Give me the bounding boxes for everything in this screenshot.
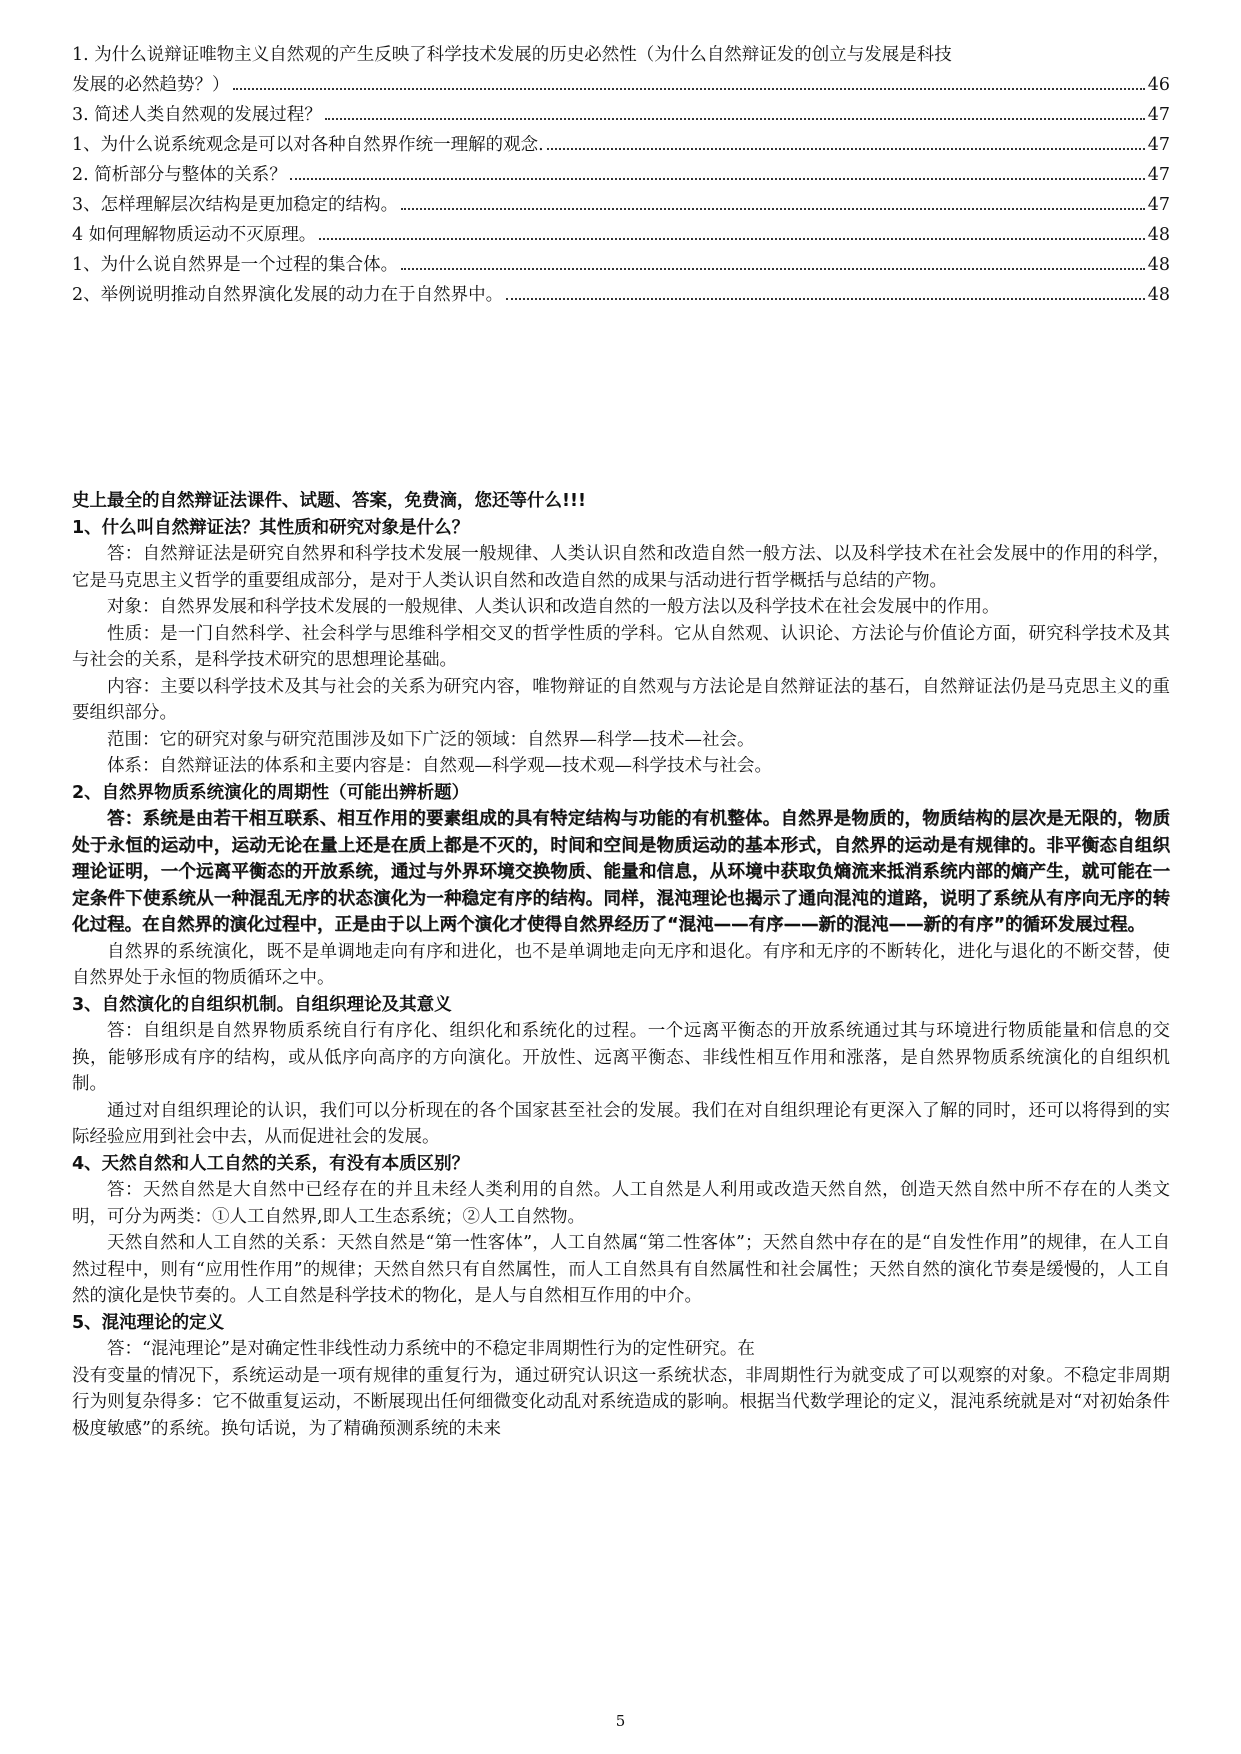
- section-heading: 4、天然自然和人工自然的关系，有没有本质区别？: [72, 1153, 470, 1174]
- toc-entry[interactable]: [72, 190, 1170, 220]
- answer-paragraph: 范围：它的研究对象与研究范围涉及如下广泛的领域：自然界—科学—技术—社会。: [107, 729, 755, 750]
- answer-paragraph: 通过对自组织理论的认识，我们可以分析现在的各个国家甚至社会的发展。我们在对自组织理论有更深入了解的同时，还可以将得到的实际经验应用到社会中去，从而促进社会的发展。: [72, 1100, 1170, 1147]
- toc-entry-title: 1、为什么说系统观念是可以对各种自然界作统一理解的观念.: [72, 135, 544, 155]
- section-heading: 1、什么叫自然辩证法？其性质和研究对象是什么？: [72, 517, 470, 538]
- answer-paragraph: 没有变量的情况下，系统运动是一项有规律的重复行为，通过研究认识这一系统状态，非周期性行为就变成了可以观察的对象。不稳定非周期行为则复杂得多：它不做重复运动，不断展现出任何细微变化动乱对系统造成的影响。根据当代数学理论的定义，混沌系统就是对“对初始条件极度敏感”的系统。换句话说，为了精确预测系统的未来: [72, 1365, 1170, 1439]
- section-heading: 2、自然界物质系统演化的周期性（可能出辨析题）: [72, 782, 470, 803]
- toc-leader-dots: [401, 268, 1145, 270]
- toc-entry[interactable]: [72, 250, 1170, 280]
- toc-page-number: 47: [1147, 105, 1170, 125]
- toc-page-number: 47: [1147, 195, 1170, 215]
- toc-entry-title: 3. 简述人类自然观的发展过程？: [72, 105, 322, 125]
- section-heading: 5、混沌理论的定义: [72, 1312, 225, 1333]
- toc-page-number: 48: [1147, 285, 1170, 305]
- qa-section: [72, 780, 1170, 992]
- qa-section: [72, 1310, 1170, 1443]
- answer-paragraph: 答：自组织是自然界物质系统自行有序化、组织化和系统化的过程。一个远离平衡态的开放系统通过其与环境进行物质能量和信息的交换，能够形成有序的结构，或从低序向高序的方向演化。开放性、远离平衡态、非线性相互作用和涨落，是自然界物质系统演化的自组织机制。: [72, 1021, 1170, 1094]
- toc-entry[interactable]: [72, 40, 1170, 100]
- page-number: 5: [615, 1712, 626, 1730]
- toc-leader-dots: [401, 208, 1145, 210]
- qa-section: [72, 1151, 1170, 1310]
- answer-paragraph: 体系：自然辩证法的体系和主要内容是：自然观—科学观—技术观—科学技术与社会。: [107, 756, 772, 776]
- qa-section: [72, 992, 1170, 1151]
- answer-paragraph: 自然界的系统演化，既不是单调地走向有序和进化，也不是单调地走向无序和退化。有序和无序的不断转化，进化与退化的不断交替，使自然界处于永恒的物质循环之中。: [72, 941, 1170, 988]
- answer-paragraph: 答：“混沌理论”是对确定性非线性动力系统中的不稳定非周期性行为的定性研究。在: [107, 1339, 755, 1359]
- toc-entry-line: 1. 为什么说辩证唯物主义自然观的产生反映了科学技术发展的历史必然性（为什么自然辩证发的创立与发展是科技: [72, 45, 952, 65]
- qa-section: [72, 515, 1170, 780]
- toc-entry[interactable]: [72, 220, 1170, 250]
- toc-leader-dots: [547, 148, 1145, 150]
- answer-paragraph: 天然自然和人工自然的关系：天然自然是“第一性客体”，人工自然属“第二性客体”；天然自然中存在的是“自发性作用”的规律，在人工自然过程中，则有“应用性作用”的规律；天然自然只有自然属性，而人工自然具有自然属性和社会属性；天然自然的演化节奏是缓慢的，人工自然的演化是快节奏的。人工自然是科学技术的物化，是人与自然相互作用的中介。: [72, 1233, 1170, 1306]
- sections: [72, 515, 1170, 1443]
- section-heading: 3、自然演化的自组织机制。自组织理论及其意义: [72, 994, 452, 1015]
- toc-page-number: 48: [1147, 255, 1170, 275]
- toc-entry-title: 发展的必然趋势？）: [72, 75, 230, 95]
- toc-page-number: 46: [1147, 75, 1170, 95]
- toc-entry[interactable]: [72, 160, 1170, 190]
- toc-entry-title: 3、怎样理解层次结构是更加稳定的结构。: [72, 195, 399, 215]
- toc-entry-title: 1、为什么说自然界是一个过程的集合体。: [72, 255, 399, 275]
- toc-entry[interactable]: [72, 130, 1170, 160]
- toc-entry[interactable]: [72, 280, 1170, 310]
- toc-page-number: 47: [1147, 165, 1170, 185]
- answer-paragraph: 对象：自然界发展和科学技术发展的一般规律、人类认识和改造自然的一般方法以及科学技术在社会发展中的作用。: [107, 597, 1000, 617]
- toc-entry-title: 2. 简析部分与整体的关系？: [72, 165, 287, 185]
- answer-paragraph: 内容：主要以科学技术及其与社会的关系为研究内容，唯物辩证的自然观与方法论是自然辩证法的基石，自然辩证法仍是马克思主义的重要组织部分。: [72, 676, 1170, 723]
- document-page: [72, 40, 1170, 1730]
- main-title: 史上最全的自然辩证法课件、试题、答案，免费滴，您还等什么!!!: [72, 491, 586, 511]
- toc-leader-dots: [506, 298, 1145, 300]
- document-body: [72, 488, 1170, 1442]
- answer-paragraph: 答：天然自然是大自然中已经存在的并且未经人类利用的自然。人工自然是人利用或改造天然自然，创造天然自然中所不存在的人类文明，可分为两类：①人工自然界,即人工生态系统；②人工自然物。: [72, 1180, 1170, 1227]
- answer-paragraph: 答：自然辩证法是研究自然界和科学技术发展一般规律、人类认识自然和改造自然一般方法、以及科学技术在社会发展中的作用的科学，它是马克思主义哲学的重要组成部分，是对于人类认识自然和改造自然的成果与活动进行哲学概括与总结的产物。: [72, 544, 1170, 591]
- toc-leader-dots: [319, 238, 1145, 240]
- toc-leader-dots: [325, 118, 1145, 120]
- answer-paragraph: 答：系统是由若干相互联系、相互作用的要素组成的具有特定结构与功能的有机整体。自然界是物质的，物质结构的层次是无限的，物质处于永恒的运动中，运动无论在量上还是在质上都是不灭的，时间和空间是物质运动的基本形式，自然界的运动是有规律的。非平衡态自组织理论证明，一个远离平衡态的开放系统，通过与外界环境交换物质、能量和信息，从环境中获取负熵流来抵消系统内部的熵产生，就可能在一定条件下使系统从一种混乱无序的状态演化为一种稳定有序的结构。同样，混沌理论也揭示了通向混沌的道路，说明了系统从有序向无序的转化过程。在自然界的演化过程中，正是由于以上两个演化才使得自然界经历了“混沌——有序——新的混沌——新的有序”的循环发展过程。: [72, 809, 1170, 935]
- toc-leader-dots: [233, 88, 1145, 90]
- toc-page-number: 48: [1147, 225, 1170, 245]
- table-of-contents: [72, 40, 1170, 310]
- toc-leader-dots: [290, 178, 1145, 180]
- toc-entry-title: 2、举例说明推动自然界演化发展的动力在于自然界中。: [72, 285, 504, 305]
- answer-paragraph: 性质：是一门自然科学、社会科学与思维科学相交叉的哲学性质的学科。它从自然观、认识论、方法论与价值论方面，研究科学技术及其与社会的关系，是科学技术研究的思想理论基础。: [72, 623, 1170, 670]
- toc-entry[interactable]: [72, 100, 1170, 130]
- toc-page-number: 47: [1147, 135, 1170, 155]
- toc-entry-title: 4 如何理解物质运动不灭原理。: [72, 225, 317, 245]
